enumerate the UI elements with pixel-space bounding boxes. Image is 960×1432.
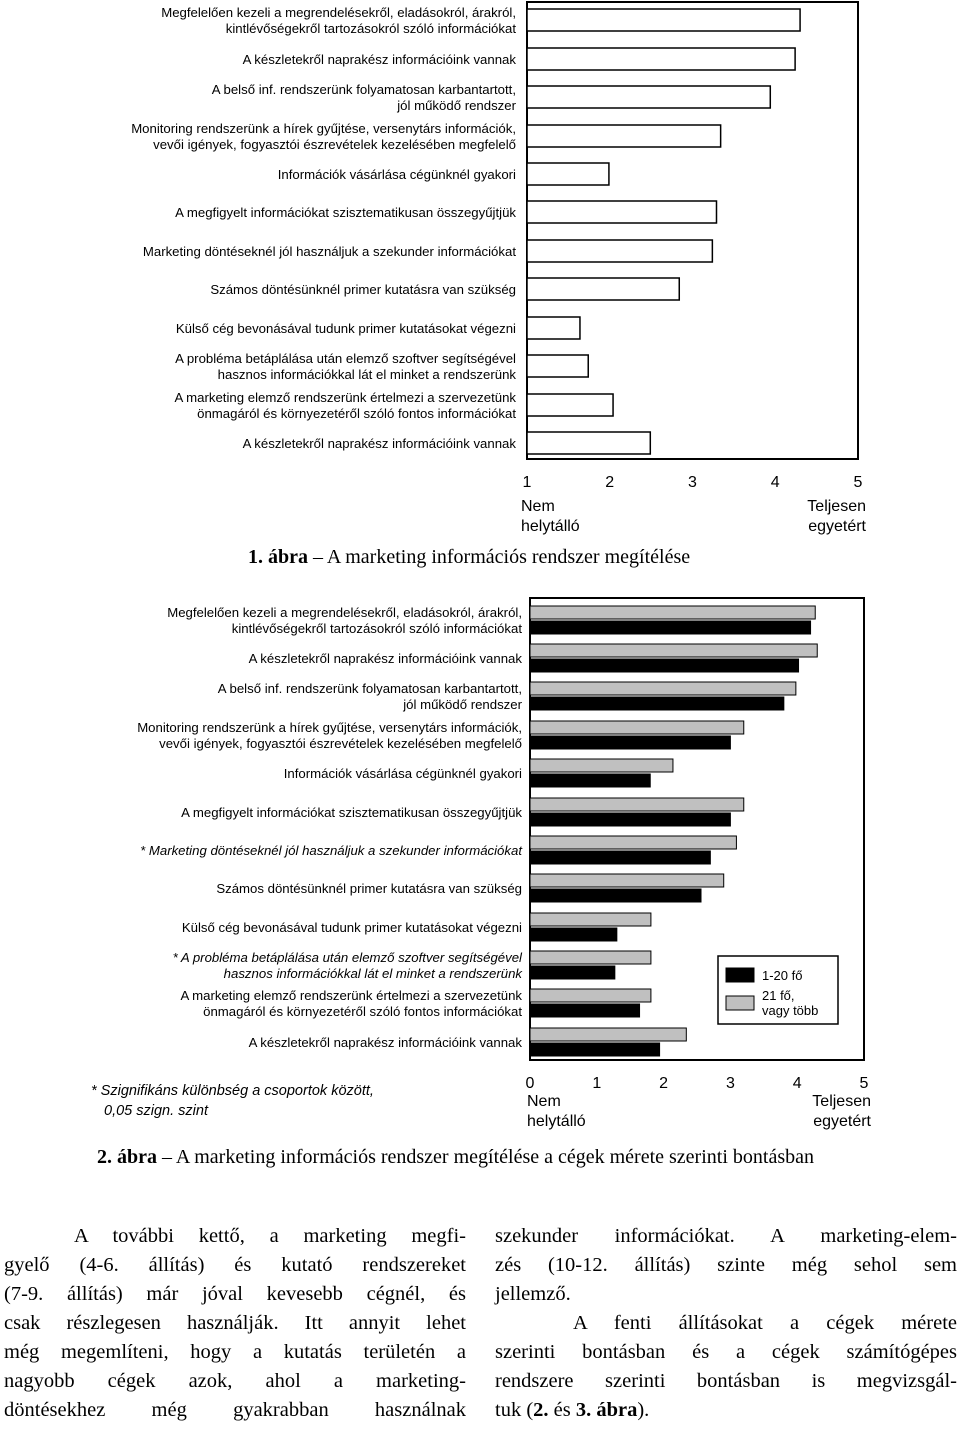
category-label: A probléma betáplálása után elemző szoftver segítségével <box>175 351 516 366</box>
text-line: rendszere szerinti bontásban is megvizsgál- <box>495 1370 957 1392</box>
category-label: Információk vásárlása cégünknél gyakori <box>283 766 522 781</box>
figure-2-title: A marketing információs rendszer megítélése a cégek mérete szerinti bontásban <box>175 1146 814 1168</box>
bar-series-21-plus <box>530 913 651 926</box>
category-label: önmagáról és környezetéről szóló fontos információkat <box>203 1004 522 1019</box>
footnote-line: * Szignifikáns különbség a csoportok között, <box>91 1083 374 1099</box>
bar-series-21-plus <box>530 874 724 887</box>
x-end-label-right: egyetért <box>808 518 866 535</box>
bar <box>527 9 800 31</box>
category-label: Külső cég bevonásával tudunk primer kutatásokat végezni <box>175 321 516 336</box>
text-line: gyelő (4-6. állítás) és kutató rendszereket <box>4 1254 466 1276</box>
bar-series-1-20 <box>530 928 617 941</box>
x-end-label-left: Nem <box>521 498 555 515</box>
figure-1-number: 1. ábra <box>248 546 308 568</box>
figure-2-number: 2. ábra <box>97 1146 157 1168</box>
x-tick-label: 4 <box>792 1075 802 1092</box>
category-label: önmagáról és környezetéről szóló fontos információkat <box>197 406 516 421</box>
bar-series-1-20 <box>530 813 730 826</box>
ref-figure-3: 3. ábra <box>575 1399 638 1421</box>
text-line: A fenti állításokat a cégek mérete <box>573 1312 957 1334</box>
category-label: vevői igények, fogyasztói észrevételek kezelésében megfelelő <box>153 137 516 152</box>
figure-2-caption <box>97 1146 814 1169</box>
category-label: A megfigyelt információkat szisztematikusan összegyűjtjük <box>175 205 516 220</box>
bar <box>527 432 650 454</box>
paragraph-1 <box>4 1222 466 1425</box>
category-label: * A probléma betáplálása után elemző szoftver segítségével <box>172 950 522 965</box>
x-tick-label: 1 <box>522 474 532 491</box>
x-end-label-left: helytálló <box>527 1113 586 1130</box>
text-line-with-refs <box>495 1396 957 1425</box>
category-label: A készletekről naprakész információink vannak <box>248 1035 522 1050</box>
bar-series-1-20 <box>530 697 784 710</box>
bar-series-1-20 <box>530 1004 640 1017</box>
bar-series-21-plus <box>530 989 651 1002</box>
category-label: jól működő rendszer <box>397 98 516 113</box>
category-label: Külső cég bevonásával tudunk primer kutatásokat végezni <box>181 920 522 935</box>
paragraph-3 <box>495 1309 957 1425</box>
category-label: Megfelelően kezeli a megrendelésekről, eladásokról, árakról, <box>161 5 516 20</box>
bar-series-21-plus <box>530 798 744 811</box>
text-line: csak részlegesen használják. Itt annyit lehet <box>4 1312 466 1334</box>
x-end-label-right: Teljesen <box>812 1093 871 1110</box>
bar <box>527 86 770 108</box>
bar-series-21-plus <box>530 682 796 695</box>
bar-series-1-20 <box>530 736 730 749</box>
chart-1 <box>0 0 960 580</box>
category-label: kintlévőségekről tartozásokról szóló információkat <box>231 621 522 636</box>
category-label: kintlévőségekről tartozásokról szóló információkat <box>225 21 516 36</box>
bar-series-21-plus <box>530 606 815 619</box>
bar <box>527 201 716 223</box>
text-line: nagyobb cégek azok, ahol a marketing- <box>4 1370 466 1392</box>
category-label: A marketing elemző rendszerünk értelmezi a szervezetünk <box>174 390 516 405</box>
category-label: A marketing elemző rendszerünk értelmezi a szervezetünk <box>180 988 522 1003</box>
legend-label: vagy több <box>762 1003 819 1018</box>
bar-series-21-plus <box>530 951 651 964</box>
category-label: Számos döntésünknél primer kutatásra van szükség <box>210 282 516 297</box>
x-tick-label: 3 <box>688 474 697 491</box>
x-tick-label: 3 <box>725 1075 735 1092</box>
bar-series-1-20 <box>530 659 799 672</box>
ref-prefix: tuk ( <box>495 1399 534 1421</box>
chart-2 <box>0 590 960 1170</box>
category-label: hasznos információkkal lát el minket a rendszerünk <box>223 966 522 981</box>
bar-series-21-plus <box>530 721 744 734</box>
category-label: * Marketing döntéseknél jól használjuk a szekunder információkat <box>140 843 522 858</box>
bar-series-1-20 <box>530 1043 660 1056</box>
figure-1-title: A marketing információs rendszer megítélése <box>326 546 691 568</box>
bar <box>527 355 588 377</box>
category-label: Marketing döntéseknél jól használjuk a szekunder információkat <box>142 244 516 259</box>
text-line: (7-9. állítás) már jóval kevesebb cégnél, és <box>4 1283 466 1305</box>
text-line: A további kettő, a marketing megfi- <box>74 1225 466 1247</box>
text-line: döntésekhez még gyakrabban használnak <box>4 1399 466 1421</box>
category-label: A belső inf. rendszerünk folyamatosan karbantartott, <box>217 681 522 696</box>
footnote-line: 0,05 szign. szint <box>104 1103 208 1119</box>
ref-suffix: ). <box>637 1399 650 1421</box>
x-tick-label: 2 <box>659 1075 669 1092</box>
text-column-2 <box>495 1222 957 1425</box>
bar <box>527 163 609 185</box>
figure-1-caption <box>248 546 690 569</box>
ref-and: és <box>548 1399 576 1421</box>
bar-series-1-20 <box>530 851 710 864</box>
bar <box>527 317 580 339</box>
bar <box>527 394 613 416</box>
category-label: Monitoring rendszerünk a hírek gyűjtése, versenytárs információk, <box>137 720 522 735</box>
x-end-label-right: egyetért <box>813 1113 871 1130</box>
x-tick-label: 5 <box>853 474 863 491</box>
x-tick-label: 1 <box>592 1075 602 1092</box>
category-label: A készletekről naprakész információink vannak <box>248 651 522 666</box>
x-tick-label: 5 <box>859 1075 869 1092</box>
category-label: vevői igények, fogyasztói észrevételek kezelésében megfelelő <box>159 736 522 751</box>
bar-series-1-20 <box>530 966 615 979</box>
bar <box>527 48 795 70</box>
bar <box>527 278 679 300</box>
text-line: szekunder információkat. A marketing-elem- <box>495 1225 957 1247</box>
category-label: A készletekről naprakész információink vannak <box>242 436 516 451</box>
x-end-label-left: Nem <box>527 1093 561 1110</box>
text-column-1 <box>4 1222 466 1425</box>
caption-dash-1: – <box>313 546 323 568</box>
category-label: jól működő rendszer <box>403 697 522 712</box>
bar-series-21-plus <box>530 644 817 657</box>
text-line: szerinti bontásban és a cégek számítógépes <box>495 1341 957 1363</box>
category-label: Számos döntésünknél primer kutatásra van szükség <box>216 881 522 896</box>
bar <box>527 125 721 147</box>
x-tick-label: 4 <box>770 474 780 491</box>
legend-label: 1-20 fő <box>762 968 803 983</box>
category-label: A megfigyelt információkat szisztematikusan összegyűjtjük <box>181 805 522 820</box>
bar-series-1-20 <box>530 889 701 902</box>
category-label: A készletekről naprakész információink vannak <box>242 52 516 67</box>
category-label: Információk vásárlása cégünknél gyakori <box>277 167 516 182</box>
x-tick-label: 2 <box>605 474 615 491</box>
bar-series-1-20 <box>530 621 811 634</box>
x-end-label-left: helytálló <box>521 518 580 535</box>
category-label: hasznos információkkal lát el minket a rendszerünk <box>217 367 516 382</box>
x-end-label-right: Teljesen <box>807 498 866 515</box>
bar-series-21-plus <box>530 836 736 849</box>
legend-swatch-21-plus <box>726 996 754 1010</box>
category-label: Monitoring rendszerünk a hírek gyűjtése, versenytárs információk, <box>131 121 516 136</box>
legend-label: 21 fő, <box>762 988 795 1003</box>
bar <box>527 240 712 262</box>
legend-swatch-1-20 <box>726 968 754 982</box>
bar-series-21-plus <box>530 1028 686 1041</box>
category-label: Megfelelően kezeli a megrendelésekről, eladásokról, árakról, <box>167 605 522 620</box>
x-tick-label: 0 <box>525 1075 535 1092</box>
paragraph-2 <box>495 1222 957 1309</box>
text-line: zés (10-12. állítás) szinte még sehol sem <box>495 1254 957 1276</box>
ref-figure-2: 2. <box>533 1399 549 1421</box>
bar-series-1-20 <box>530 774 650 787</box>
caption-dash-2: – <box>162 1146 172 1168</box>
text-line: még megemlíteni, hogy a kutatás területén a <box>4 1341 466 1363</box>
category-label: A belső inf. rendszerünk folyamatosan karbantartott, <box>211 82 516 97</box>
text-line: jellemző. <box>495 1283 571 1305</box>
bar-series-21-plus <box>530 759 673 772</box>
